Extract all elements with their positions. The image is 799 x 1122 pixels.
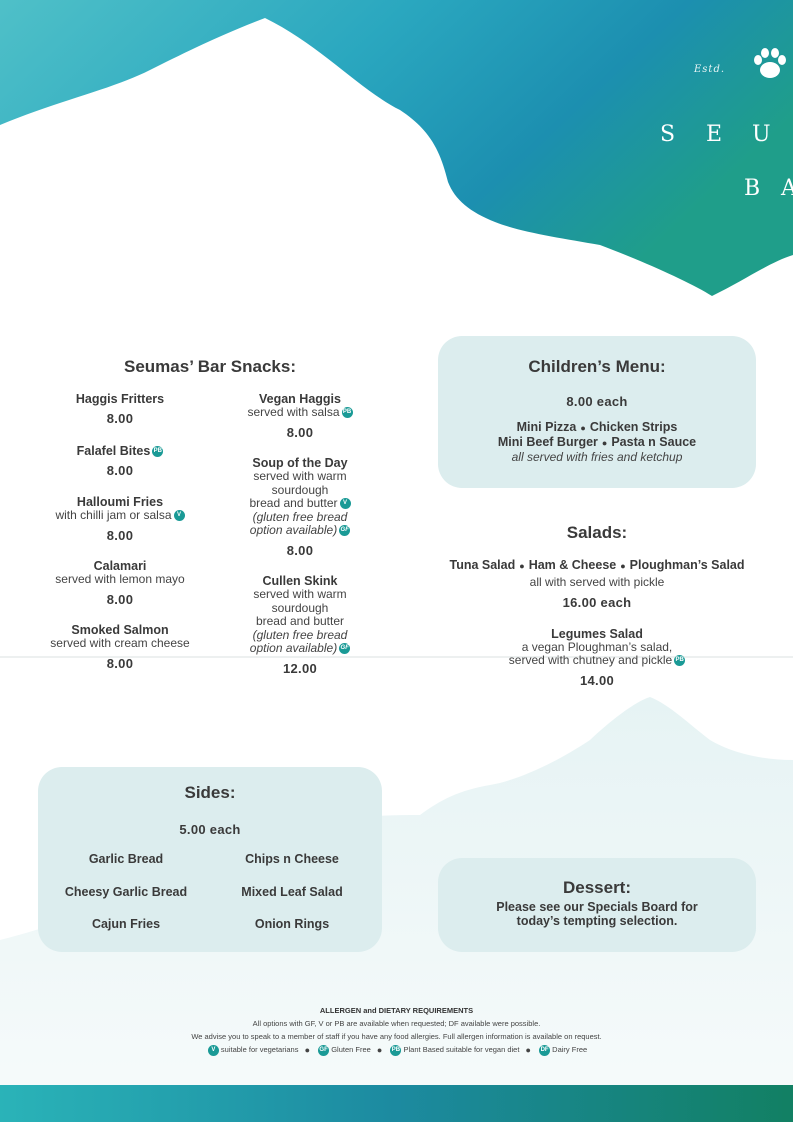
allergen-legend [0, 1043, 793, 1057]
allergen-line: We advise you to speak to a member of staff if you have any food allergies. Full allergen information is available on request. [191, 1032, 602, 1041]
brand-letter: A [781, 176, 799, 201]
item-price: 8.00 [286, 542, 314, 558]
item-desc-text: served with salsa [247, 405, 340, 419]
item-desc: sourdough [271, 600, 329, 615]
item-desc: served with warm [253, 469, 347, 483]
menu-item [226, 456, 374, 574]
salads-price: 16.00 each [562, 594, 632, 610]
plant-based-badge-icon: PB [152, 446, 163, 457]
salads-section [438, 523, 756, 543]
item-note: (gluten free bread [252, 627, 348, 642]
item-note-text: option available) [249, 523, 338, 537]
bullet-icon: ● [525, 1044, 531, 1055]
salads-note: all with served with pickle [529, 575, 665, 589]
gluten-free-badge-icon: GF [318, 1045, 329, 1056]
item-price: 8.00 [106, 463, 134, 478]
brand-letter: S [660, 122, 678, 147]
item-name: Soup of the Day [252, 456, 348, 470]
vegetarian-badge-icon: V [340, 498, 351, 509]
gluten-free-badge-icon: GF [339, 525, 350, 536]
sides-price: 5.00 each [179, 822, 241, 837]
item-name: Tuna Salad [449, 558, 516, 572]
item-note: (gluten free bread [252, 509, 348, 524]
item-name: Halloumi Fries [76, 495, 164, 509]
item-name: Legumes Salad [551, 626, 643, 641]
menu-item [40, 559, 200, 623]
item-desc: a vegan Ploughman’s salad, [521, 639, 673, 654]
bullet-icon: ● [601, 437, 608, 448]
item-note [226, 524, 374, 538]
item-name: Ham & Cheese [528, 558, 617, 572]
item-name: Mini Pizza [516, 420, 577, 434]
item-price: 8.00 [106, 591, 134, 607]
estd-label: Estd. [694, 64, 726, 75]
plant-based-badge-icon: PB [674, 655, 685, 666]
item-desc: bread and butter [255, 614, 345, 628]
gluten-free-badge-icon: GF [339, 643, 350, 654]
brand-letter: E [706, 122, 725, 147]
item-desc [226, 497, 374, 511]
item-name: Chicken Strips [589, 420, 678, 434]
item-price: 8.00 [106, 655, 134, 671]
item-note [226, 642, 374, 656]
bullet-icon: ● [376, 1044, 383, 1055]
plant-based-badge-icon: PB [390, 1045, 401, 1056]
childrens-menu-line [438, 420, 756, 434]
item-name: Pasta n Sauce [611, 435, 697, 449]
item-price: 8.00 [106, 411, 134, 426]
item-name: Cullen Skink [262, 574, 338, 588]
item-desc [430, 654, 764, 668]
childrens-menu-line [438, 435, 756, 449]
salads-items [430, 558, 764, 688]
item-name [40, 444, 200, 458]
menu-item [40, 495, 200, 559]
childrens-menu-note: all served with fries and ketchup [511, 450, 683, 464]
childrens-menu-price: 8.00 each [566, 394, 628, 409]
allergen-info [0, 1004, 793, 1057]
item-desc: sourdough [271, 482, 329, 497]
side-item: Cajun Fries [91, 917, 161, 931]
side-item: Chips n Cheese [245, 852, 339, 866]
item-price: 8.00 [106, 527, 134, 543]
salads-line [430, 558, 764, 572]
sides-title: Sides: [184, 783, 236, 802]
bar-snacks-right-column [226, 392, 374, 676]
bullet-icon: ● [519, 560, 525, 571]
item-price: 8.00 [286, 424, 314, 440]
item-desc: served with lemon mayo [55, 572, 185, 586]
allergen-title: ALLERGEN and DIETARY REQUIREMENTS [319, 1006, 474, 1015]
brand-letter: B [744, 176, 763, 201]
item-desc: served with cream cheese [50, 636, 190, 650]
bar-snacks-left-column [40, 392, 200, 671]
bar-snacks-title: Seumas’ Bar Snacks: [124, 357, 296, 376]
item-price: 14.00 [579, 672, 615, 688]
bullet-icon: ● [580, 422, 586, 433]
item-name: Haggis Fritters [75, 392, 165, 406]
dessert-text: Please see our Specials Board for [496, 900, 698, 914]
sides-section [38, 783, 382, 837]
item-name: Vegan Haggis [259, 392, 341, 406]
side-item: Cheesy Garlic Bread [64, 885, 188, 899]
item-name: Ploughman’s Salad [629, 558, 745, 572]
item-name-text: Falafel Bites [76, 444, 151, 458]
legend-text: Plant Based suitable for vegan diet [403, 1045, 520, 1054]
legend-text: Dairy Free [552, 1045, 588, 1054]
paw-logo-icon [750, 46, 790, 87]
side-item: Mixed Leaf Salad [241, 885, 343, 899]
item-name: Smoked Salmon [71, 623, 169, 637]
bullet-icon: ● [304, 1044, 310, 1055]
item-desc-text: with chilli jam or salsa [55, 508, 172, 522]
childrens-menu [438, 357, 756, 465]
vegetarian-badge-icon: V [174, 510, 185, 521]
dessert-title: Dessert: [562, 878, 632, 897]
item-desc-text: served with chutney and pickle [508, 653, 673, 667]
item-note-text: option available) [249, 641, 338, 655]
menu-item [226, 574, 374, 676]
legend-text: suitable for vegetarians [220, 1045, 299, 1054]
bullet-icon: ● [620, 560, 626, 571]
menu-item [40, 444, 200, 495]
item-name: Calamari [93, 559, 147, 573]
allergen-line: All options with GF, V or PB are available when requested; DF available were possible. [252, 1019, 541, 1028]
menu-item [226, 392, 374, 456]
dessert-text: today’s tempting selection. [516, 914, 678, 928]
side-item: Garlic Bread [88, 852, 164, 866]
brand-letter: U [752, 122, 773, 147]
dessert-section [438, 878, 756, 928]
item-desc-text: bread and butter [249, 496, 338, 510]
vegetarian-badge-icon: V [208, 1045, 219, 1056]
menu-item [40, 392, 200, 444]
item-desc [40, 509, 200, 523]
dairy-free-badge-icon: DF [539, 1045, 550, 1056]
plant-based-badge-icon: PB [342, 407, 353, 418]
item-name: Mini Beef Burger [497, 435, 598, 449]
item-desc: served with warm [253, 587, 347, 601]
menu-item [40, 623, 200, 671]
item-desc [226, 406, 374, 420]
legend-text: Gluten Free [331, 1045, 371, 1054]
side-item: Onion Rings [254, 917, 330, 931]
item-price: 12.00 [282, 660, 318, 676]
salads-title: Salads: [566, 523, 628, 542]
childrens-menu-title: Children’s Menu: [528, 357, 666, 376]
